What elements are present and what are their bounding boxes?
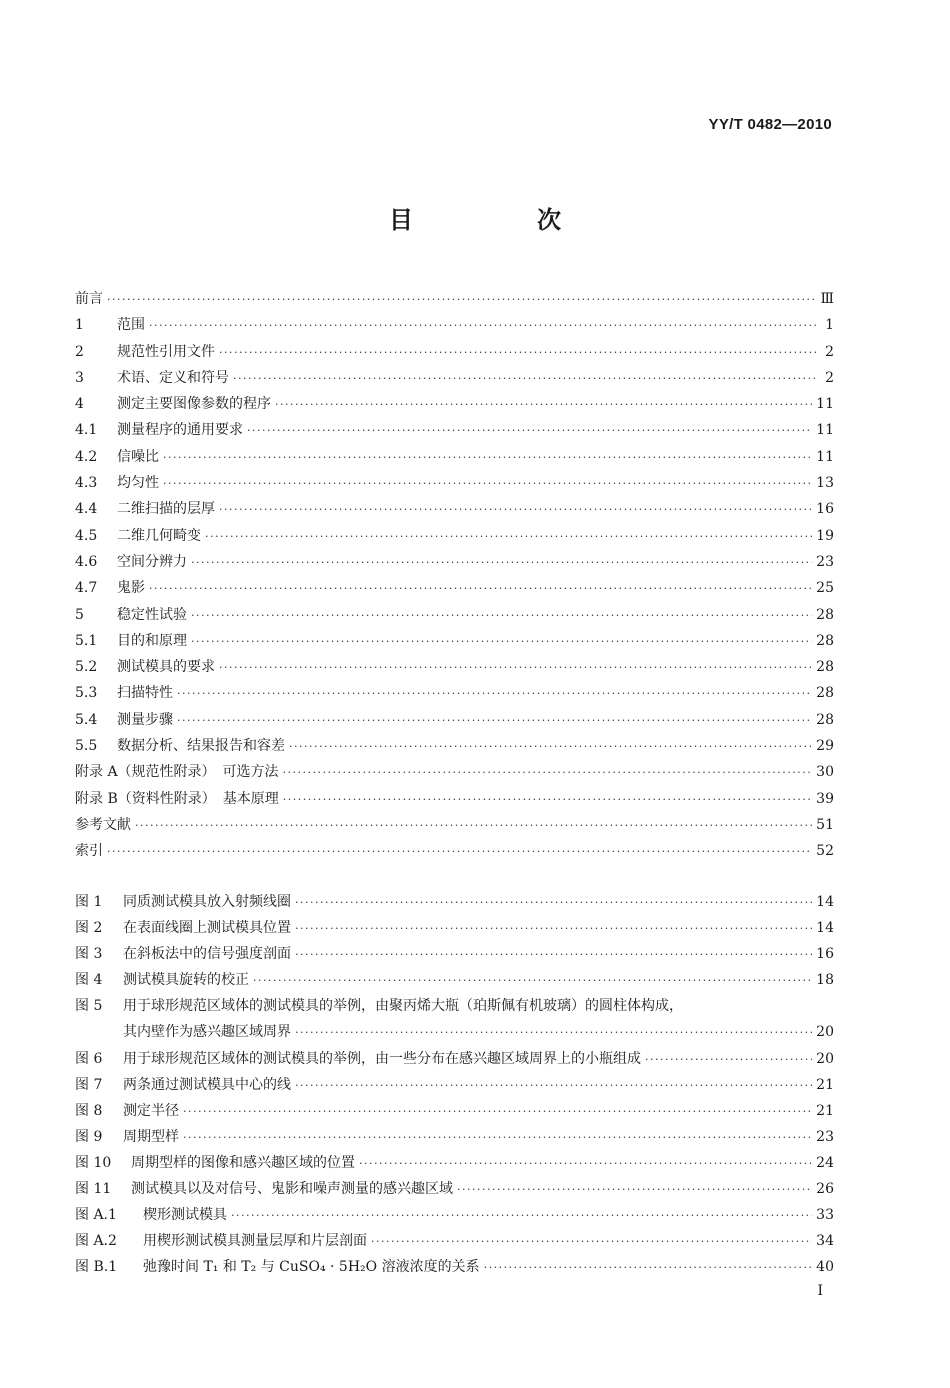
entry-number: 5.2	[75, 659, 98, 676]
entry-page-number: 18	[816, 972, 834, 989]
entry-page-number: 39	[816, 790, 834, 807]
entry-title: 稳定性试验	[117, 606, 187, 623]
entry-title: 用楔形测试模具测量层厚和片层剖面	[143, 1233, 367, 1250]
entry-number: 2	[75, 343, 84, 360]
entry-page-number: 11	[816, 448, 834, 465]
entry-number: 图 7	[75, 1076, 103, 1093]
entry-page-number: 23	[816, 1128, 834, 1145]
entry-page-number: 14	[816, 894, 834, 910]
entry-page-number: 28	[816, 606, 834, 623]
entry-title: 测定主要图像参数的程序	[117, 396, 271, 413]
entry-title: 范围	[117, 317, 145, 334]
entry-page-number: 52	[816, 843, 834, 860]
dot-leader	[283, 787, 812, 813]
dot-leader	[107, 287, 816, 313]
entry-title: 均匀性	[117, 475, 159, 492]
entry-page-number: 20	[816, 1024, 834, 1041]
dot-leader	[484, 1255, 813, 1281]
dot-leader	[275, 392, 812, 418]
entry-page-number: 2	[825, 369, 834, 386]
toc-entry[interactable]	[75, 575, 834, 601]
dot-leader	[283, 760, 813, 786]
entry-number: 图 9	[75, 1128, 103, 1145]
entry-title: 数据分析、结果报告和容差	[117, 738, 285, 755]
dot-leader	[177, 681, 812, 707]
dot-leader	[233, 366, 816, 392]
entry-number: 5.1	[75, 632, 98, 649]
list-of-figures	[75, 889, 834, 1280]
entry-title: 前言	[75, 291, 103, 307]
toc-entry[interactable]	[75, 365, 834, 391]
entry-number: 5.3	[75, 685, 98, 702]
dot-leader	[295, 916, 812, 942]
entry-title: 测试模具以及对信号、鬼影和噪声测量的感兴趣区域	[131, 1181, 453, 1198]
entry-number: 图 6	[75, 1050, 103, 1067]
dot-leader	[231, 1203, 812, 1229]
entry-title: 周期型样的图像和感兴趣区域的位置	[131, 1154, 355, 1171]
toc-entry[interactable]	[75, 444, 834, 470]
entry-title: 周期型样	[123, 1128, 179, 1145]
entry-number: 图 11	[75, 1181, 112, 1198]
entry-number: 4.1	[75, 422, 98, 439]
entry-number: 图 A.2	[75, 1233, 117, 1250]
entry-page-number: 20	[816, 1050, 834, 1067]
dot-leader	[191, 629, 812, 655]
table-of-contents	[75, 286, 834, 865]
entry-title: 二维几何畸变	[117, 527, 201, 544]
dot-leader	[205, 524, 812, 550]
dot-leader	[191, 550, 812, 576]
entry-number: 4.2	[75, 448, 98, 465]
entry-title: 信噪比	[117, 448, 159, 465]
entry-page-number: 33	[816, 1207, 834, 1224]
entry-number: 4.5	[75, 527, 98, 544]
entry-title: 目的和原理	[117, 632, 187, 649]
entry-page-number: 28	[816, 685, 834, 702]
entry-title: 测试模具旋转的校正	[123, 972, 249, 989]
dot-leader	[253, 968, 812, 994]
dot-leader	[295, 1020, 812, 1046]
entry-page-number: 11	[816, 396, 834, 413]
entry-page-number: 30	[816, 764, 834, 781]
toc-entry[interactable]	[75, 786, 834, 812]
figure-entry[interactable]	[75, 1228, 834, 1254]
toc-entry[interactable]	[75, 733, 834, 759]
dot-leader	[295, 942, 812, 968]
entry-title: 鬼影	[117, 580, 145, 597]
entry-title: 参考文献	[75, 816, 131, 833]
entry-title: 附录 A（规范性附录） 可选方法	[75, 764, 279, 781]
entry-page-number: 1	[825, 317, 834, 334]
entry-page-number: 40	[816, 1259, 834, 1276]
entry-page-number: 16	[816, 946, 834, 963]
entry-title: 测量程序的通用要求	[117, 422, 243, 439]
dot-leader	[219, 497, 812, 523]
dot-leader	[183, 1099, 812, 1125]
entry-number: 图 4	[75, 972, 103, 989]
figure-entry[interactable]	[75, 1202, 834, 1228]
dot-leader	[457, 1177, 812, 1203]
entry-title: 规范性引用文件	[117, 343, 215, 360]
entry-number: 图 3	[75, 946, 103, 963]
entry-number: 4	[75, 396, 84, 413]
dot-leader	[107, 839, 812, 865]
entry-title: 测量步骤	[117, 711, 173, 728]
toc-entry[interactable]	[75, 759, 834, 785]
entry-title: 其内壁作为感兴趣区域周界	[123, 1024, 291, 1041]
figure-entry[interactable]	[75, 1098, 834, 1124]
figure-entry[interactable]	[75, 1046, 834, 1072]
toc-entry[interactable]	[75, 549, 834, 575]
entry-number: 5	[75, 606, 84, 623]
toc-entry[interactable]	[75, 602, 834, 628]
entry-page-number: 34	[816, 1233, 834, 1250]
entry-number: 图 10	[75, 1154, 112, 1171]
toc-entry[interactable]	[75, 838, 834, 864]
entry-title: 同质测试模具放入射频线圈	[123, 894, 291, 910]
figure-entry[interactable]	[75, 1019, 834, 1045]
figure-entry[interactable]	[75, 1254, 834, 1280]
toc-entry[interactable]	[75, 707, 834, 733]
figure-entry[interactable]	[75, 889, 834, 915]
dot-leader	[359, 1151, 812, 1177]
figure-entry[interactable]	[75, 1124, 834, 1150]
entry-title: 术语、定义和符号	[117, 369, 229, 386]
entry-title: 扫描特性	[117, 685, 173, 702]
toc-entry[interactable]	[75, 812, 834, 838]
page-title: 目 次	[389, 206, 611, 234]
toc-entry[interactable]	[75, 654, 834, 680]
entry-page-number: 28	[816, 659, 834, 676]
entry-page-number: 13	[816, 475, 834, 492]
entry-number: 4.6	[75, 553, 98, 570]
dot-leader	[191, 603, 812, 629]
dot-leader	[219, 340, 816, 366]
entry-title: 用于球形规范区域体的测试模具的举例，由聚丙烯大瓶（珀斯佩有机玻璃）的圆柱体构成，	[123, 998, 683, 1015]
entry-title: 测定半径	[123, 1102, 179, 1119]
dot-leader	[371, 1229, 812, 1255]
dot-leader	[149, 313, 816, 339]
toc-entry[interactable]	[75, 470, 834, 496]
entry-page-number: 26	[816, 1181, 834, 1198]
entry-title: 测试模具的要求	[117, 659, 215, 676]
entry-number: 5.5	[75, 738, 98, 755]
figure-entry[interactable]	[75, 1072, 834, 1098]
entry-number: 图 A.1	[75, 1207, 117, 1224]
entry-number: 3	[75, 369, 84, 386]
dot-leader	[219, 655, 812, 681]
entry-page-number: 23	[816, 553, 834, 570]
entry-title: 弛豫时间 T₁ 和 T₂ 与 CuSO₄ · 5H₂O 溶液浓度的关系	[143, 1259, 480, 1276]
entry-number: 图 8	[75, 1102, 103, 1119]
entry-number: 图 2	[75, 920, 103, 937]
toc-entry[interactable]	[75, 312, 834, 338]
entry-page-number: 2	[825, 343, 834, 360]
entry-page-number: 28	[816, 711, 834, 728]
entry-page-number: Ⅲ	[820, 291, 834, 307]
figure-entry[interactable]	[75, 941, 834, 967]
entry-page-number: 21	[816, 1102, 834, 1119]
toc-entry[interactable]	[75, 496, 834, 522]
entry-page-number: 24	[816, 1154, 834, 1171]
toc-entry[interactable]	[75, 680, 834, 706]
entry-page-number: 16	[816, 501, 834, 518]
figure-entry[interactable]	[75, 993, 834, 1019]
entry-page-number: 11	[816, 422, 834, 439]
entry-number: 4.4	[75, 501, 98, 518]
entry-page-number: 21	[816, 1076, 834, 1093]
dot-leader	[177, 708, 812, 734]
dot-leader	[183, 1125, 812, 1151]
toc-entry[interactable]	[75, 628, 834, 654]
toc-entry[interactable]	[75, 523, 834, 549]
document-id: YY/T 0482—2010	[708, 116, 832, 133]
entry-title: 附录 B（资料性附录） 基本原理	[75, 790, 279, 807]
entry-title: 在斜板法中的信号强度剖面	[123, 946, 291, 963]
toc-entry[interactable]	[75, 391, 834, 417]
figure-entry[interactable]	[75, 1176, 834, 1202]
figure-entry[interactable]	[75, 967, 834, 993]
toc-entry[interactable]	[75, 286, 834, 312]
entry-page-number: 14	[816, 920, 834, 937]
entry-number: 4.7	[75, 580, 98, 597]
dot-leader	[645, 1047, 812, 1073]
entry-number: 图 1	[75, 894, 103, 910]
entry-page-number: 51	[816, 816, 834, 833]
entry-number: 图 5	[75, 998, 103, 1015]
entry-title: 用于球形规范区域体的测试模具的举例，由一些分布在感兴趣区域周界上的小瓶组成	[123, 1050, 641, 1067]
dot-leader	[247, 418, 812, 444]
toc-entry[interactable]	[75, 417, 834, 443]
entry-page-number: 28	[816, 632, 834, 649]
dot-leader	[163, 471, 812, 497]
entry-title: 索引	[75, 843, 103, 860]
entry-number: 1	[75, 317, 84, 334]
dot-leader	[163, 445, 812, 471]
figure-entry[interactable]	[75, 915, 834, 941]
dot-leader	[289, 734, 812, 760]
dot-leader	[135, 813, 812, 839]
entry-title: 楔形测试模具	[143, 1207, 227, 1224]
entry-title: 二维扫描的层厚	[117, 501, 215, 518]
dot-leader	[295, 890, 812, 916]
entry-number: 4.3	[75, 475, 98, 492]
toc-entry[interactable]	[75, 339, 834, 365]
entry-number: 5.4	[75, 711, 98, 728]
entry-page-number: 25	[816, 580, 834, 597]
dot-leader	[149, 576, 812, 602]
entry-page-number: 19	[816, 527, 834, 544]
entry-title: 在表面线圈上测试模具位置	[123, 920, 291, 937]
entry-page-number: 29	[816, 738, 834, 755]
figure-entry[interactable]	[75, 1150, 834, 1176]
page-number: I	[817, 1283, 823, 1299]
entry-title: 两条通过测试模具中心的线	[123, 1076, 291, 1093]
dot-leader	[295, 1073, 812, 1099]
entry-number: 图 B.1	[75, 1259, 118, 1276]
entry-title: 空间分辨力	[117, 553, 187, 570]
